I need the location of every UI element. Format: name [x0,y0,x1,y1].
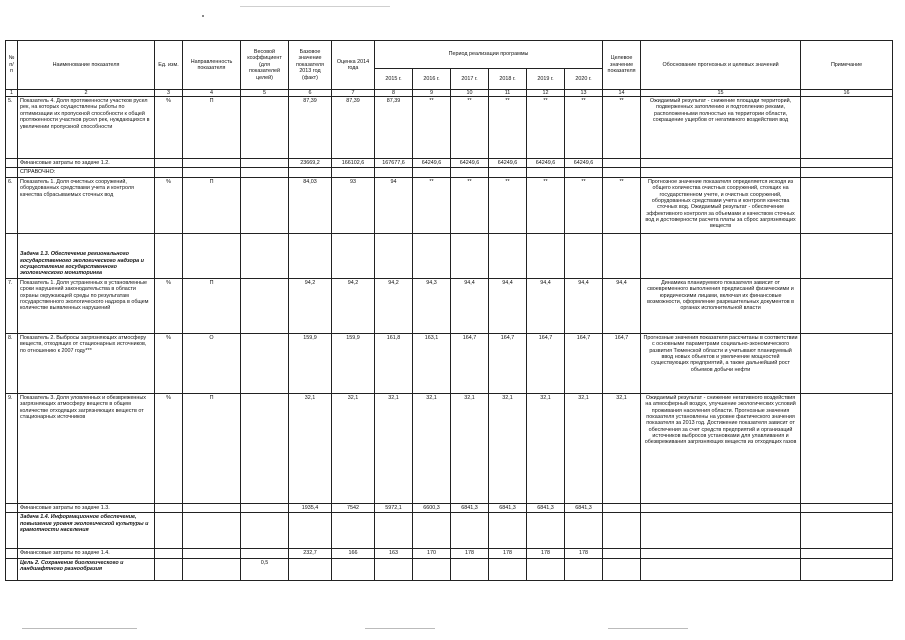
year-value: 94,4 [489,278,527,333]
year-value: 161,8 [375,333,413,393]
finance-label: Финансовые затраты по задаче 1.3. [18,503,155,512]
indicators-table [5,40,893,581]
finance-year: 178 [527,549,565,558]
finance-base: 232,7 [289,549,332,558]
year-value: 32,1 [565,393,603,503]
indicator-justification: Прогнозные значения показателя рассчитаны в соответствии с основными параметрами социально-экономического развития Тюменской области и учитывают планируемый ввод новых объектов и увеличение мощностей существующих предприятий, а также дальнейший рост объемов добычи нефти [641,333,801,393]
col-number: 5 [241,90,289,97]
indicator-weight [241,97,289,159]
finance-year: 64249,6 [451,159,489,168]
finance-year: 64249,6 [565,159,603,168]
year-value: 32,1 [413,393,451,503]
finance-year: 178 [565,549,603,558]
reference-label: СПРАВОЧНО: [18,168,155,177]
finance-year: 6841,3 [565,503,603,512]
finance-year: 178 [489,549,527,558]
goal-weight: 0,5 [241,558,289,580]
col-number: 3 [155,90,183,97]
year-value: ** [451,177,489,233]
finance-row [6,549,893,558]
indicator-base: 159,9 [289,333,332,393]
finance-year: 6841,3 [451,503,489,512]
indicator-name: Показатель 3. Доля уловленных и обезвреженных загрязняющих атмосферу веществ в общем количестве отходящих загрязняющих веществ от стационарных источников [18,393,155,503]
indicator-direction: П [183,177,241,233]
header-estimate: Оценка 2014 года [332,41,375,90]
row-num: 5. [6,97,18,159]
indicator-justification: Ожидаемый результат - снижение негативного воздействия на атмосферный воздух, улучшение экологических условий проживания населения области. Прогнозные значения показателя установлены на уровне фактического значения показателя за 2013 год. Достижение показателя зависит от обеспечения за счет средств предприятий и организаций источников выбросов установками для улавливания и обезвреживания загрязняющих веществ из отходящих газов [641,393,801,503]
indicator-target: ** [603,97,641,159]
year-value: 164,7 [489,333,527,393]
year-value: ** [489,97,527,159]
col-number: 9 [413,90,451,97]
col-number: 10 [451,90,489,97]
col-number: 16 [801,90,893,97]
finance-year: 6841,3 [527,503,565,512]
indicator-target: 32,1 [603,393,641,503]
year-value: 164,7 [527,333,565,393]
finance-year: 64249,6 [413,159,451,168]
indicator-justification: Динамика планируемого показателя зависит от своевременного выполнения предписаний физическими и юридическими лицами, включая их финансовые возможности, оформление разрешительных документов в органах исполнительной власти [641,278,801,333]
year-value: ** [527,97,565,159]
col-number: 12 [527,90,565,97]
col-number: 1 [6,90,18,97]
header-num: № п/п [6,41,18,90]
header-year: 2018 г. [489,69,527,90]
header-year: 2020 г. [565,69,603,90]
finance-estimate: 7542 [332,503,375,512]
row-num: 8. [6,333,18,393]
col-number: 11 [489,90,527,97]
year-value: 32,1 [451,393,489,503]
year-value: ** [413,97,451,159]
year-value: ** [489,177,527,233]
row-num: 6. [6,177,18,233]
indicator-unit: % [155,97,183,159]
finance-estimate: 166102,6 [332,159,375,168]
indicator-estimate: 159,9 [332,333,375,393]
header-year: 2019 г. [527,69,565,90]
col-number: 13 [565,90,603,97]
indicator-direction: О [183,333,241,393]
task-label: Задача 1.3. Обеспечение регионального государственного экологического надзора и осуществление государственного экологического мониторинга [18,233,155,278]
indicator-estimate: 93 [332,177,375,233]
finance-year: 6600,3 [413,503,451,512]
year-value: ** [451,97,489,159]
finance-year: 5972,1 [375,503,413,512]
col-number: 14 [603,90,641,97]
indicator-unit: % [155,333,183,393]
table-row [6,177,893,233]
finance-row [6,159,893,168]
indicator-unit: % [155,177,183,233]
indicator-justification: Ожидаемый результат - снижение площади территорий, подверженных затоплению и подтоплению реками, расположенными полностью на территории области, сокращение ущербов от негативного воздействия вод [641,97,801,159]
column-number-row [6,90,893,97]
indicator-target: ** [603,177,641,233]
task-row [6,233,893,278]
year-value: 32,1 [527,393,565,503]
year-value: 32,1 [489,393,527,503]
indicator-name: Показатель 1. Доля очистных сооружений, оборудованных средствами учета и контроля качества сбрасываемых сточных вод [18,177,155,233]
indicator-direction: П [183,278,241,333]
year-value: ** [527,177,565,233]
year-value: 87,39 [375,97,413,159]
col-number: 6 [289,90,332,97]
task-row [6,513,893,549]
year-value: 94,2 [375,278,413,333]
year-value: 94,4 [527,278,565,333]
indicator-unit: % [155,278,183,333]
indicator-note [801,97,893,159]
goal-row [6,558,893,580]
header-weight: Весовой коэффициент (для показателей целей) [241,41,289,90]
row-num: 7. [6,278,18,333]
finance-year: 6841,3 [489,503,527,512]
finance-year: 167677,6 [375,159,413,168]
header-name: Наименование показателя [18,41,155,90]
year-value: 94,4 [451,278,489,333]
indicator-unit: % [155,393,183,503]
finance-base: 23669,2 [289,159,332,168]
finance-label: Финансовые затраты по задаче 1.2. [18,159,155,168]
year-value: 94,3 [413,278,451,333]
row-num: 9. [6,393,18,503]
col-number: 15 [641,90,801,97]
finance-year: 178 [451,549,489,558]
year-value: ** [413,177,451,233]
finance-year: 64249,6 [489,159,527,168]
indicator-estimate: 32,1 [332,393,375,503]
header-target: Целевое значение показателя [603,41,641,90]
year-value: 164,7 [565,333,603,393]
scan-artifact-line [608,628,688,629]
indicator-name: Показатель 2. Выбросы загрязняющих атмосферу веществ, отходящих от стационарных источников, по отношению к 2007 году*** [18,333,155,393]
finance-base: 1935,4 [289,503,332,512]
header-base: Базовое значение показателя 2013 год (факт) [289,41,332,90]
indicator-estimate: 87,39 [332,97,375,159]
indicator-name: Показатель 1. Доля устраненных в установленные сроки нарушений законодательства в области охраны окружающей среды по результатам государственного экологического надзора в общем количестве выявленных нарушений [18,278,155,333]
header-justification: Обоснование прогнозных и целевых значений [641,41,801,90]
indicator-justification: Прогнозное значение показателя определяется исходя из общего количества очистных сооружений, стоящих на государственном учете, и очистных сооружений, оборудованных средствами учета и контроля качества сточных вод. Ожидаемый результат - обеспечение эффективного контроля за объемами и качеством сточных вод и достоверности расчета платы за сброс загрязняющих веществ [641,177,801,233]
indicator-direction: П [183,393,241,503]
header-unit: Ед. изм. [155,41,183,90]
scan-artifact-line [365,628,435,629]
header-year: 2015 г. [375,69,413,90]
year-value: 164,7 [451,333,489,393]
finance-year: 64249,6 [527,159,565,168]
indicator-base: 87,39 [289,97,332,159]
finance-year: 170 [413,549,451,558]
indicator-direction: П [183,97,241,159]
indicator-base: 84,03 [289,177,332,233]
year-value: 94,4 [565,278,603,333]
year-value: 163,1 [413,333,451,393]
reference-row [6,168,893,177]
header-year: 2016 г. [413,69,451,90]
header-direction: Направленность показателя [183,41,241,90]
year-value: 94 [375,177,413,233]
indicator-name: Показатель 4. Доля протяженности участков русел рек, на которых осуществлены работы по оптимизации их пропускной способности к общей протяженности участков русел рек, нуждающихся в увеличении пропускной способности [18,97,155,159]
header-period: Период реализации программы [375,41,603,69]
indicator-target: 94,4 [603,278,641,333]
indicator-estimate: 94,2 [332,278,375,333]
table-row [6,393,893,503]
task-label: Задача 1.4. Информационное обеспечение, повышение уровня экологической культуры и грамотности населения [18,513,155,549]
indicator-base: 32,1 [289,393,332,503]
finance-year: 163 [375,549,413,558]
header-year: 2017 г. [451,69,489,90]
goal-label: Цель 2. Сохранение биологического и ландшафтного разнообразия [18,558,155,580]
finance-label: Финансовые затраты по задаче 1.4. [18,549,155,558]
scan-artifact-line [240,6,390,7]
scan-artifact-dot [202,15,204,17]
col-number: 2 [18,90,155,97]
year-value: ** [565,97,603,159]
col-number: 8 [375,90,413,97]
header-note: Примечание [801,41,893,90]
table-row [6,278,893,333]
indicator-target: 164,7 [603,333,641,393]
scan-artifact-line [22,628,137,629]
indicator-base: 94,2 [289,278,332,333]
col-number: 4 [183,90,241,97]
finance-row [6,503,893,512]
year-value: 32,1 [375,393,413,503]
col-number: 7 [332,90,375,97]
table-row [6,333,893,393]
table-row [6,97,893,159]
finance-estimate: 166 [332,549,375,558]
year-value: ** [565,177,603,233]
